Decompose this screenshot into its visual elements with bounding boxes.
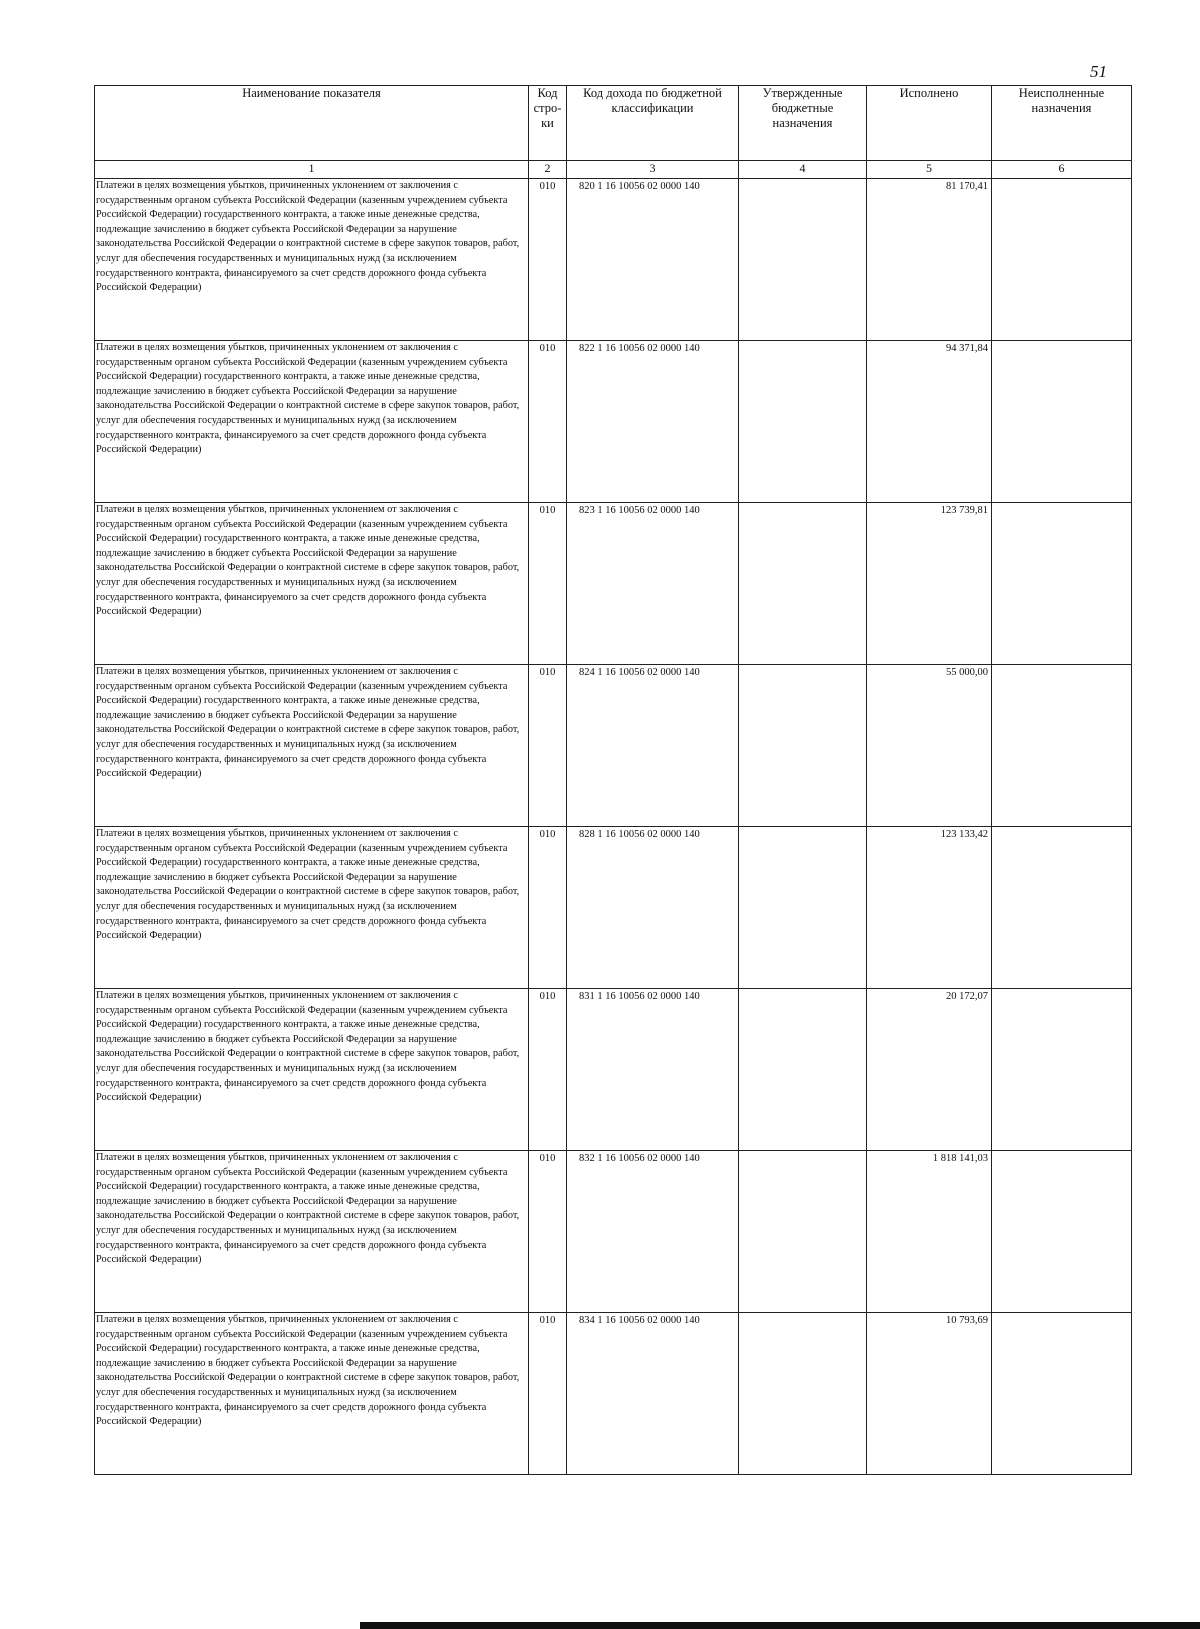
header-executed: Исполнено xyxy=(867,86,992,161)
row-income-code: 831 1 16 10056 02 0000 140 xyxy=(567,989,739,1151)
row-name: Платежи в целях возмещения убытков, причиненных уклонением от заключения с государственным органом субъекта Российской Федерации (казенным учреждением субъекта Российской Федерации) государственного контракта, а также иные денежные средства, подлежащие зачислению в бюджет субъекта Российской Федерации за нарушение законодательства Российской Федерации о контрактной системе в сфере закупок товаров, работ, услуг для обеспечения государственных и муниципальных нужд (за исключением государственного контракта, финансируемого за счет средств дорожного фонда субъекта Российской Федерации) xyxy=(95,989,529,1151)
row-unexecuted xyxy=(992,989,1132,1151)
budget-execution-table xyxy=(94,85,1132,1475)
row-approved xyxy=(739,503,867,665)
column-number: 3 xyxy=(567,161,739,179)
row-income-code: 824 1 16 10056 02 0000 140 xyxy=(567,665,739,827)
table-row xyxy=(95,179,1132,341)
row-income-code: 828 1 16 10056 02 0000 140 xyxy=(567,827,739,989)
row-name: Платежи в целях возмещения убытков, причиненных уклонением от заключения с государственным органом субъекта Российской Федерации (казенным учреждением субъекта Российской Федерации) государственного контракта, а также иные денежные средства, подлежащие зачислению в бюджет субъекта Российской Федерации за нарушение законодательства Российской Федерации о контрактной системе в сфере закупок товаров, работ, услуг для обеспечения государственных и муниципальных нужд (за исключением государственного контракта, финансируемого за счет средств дорожного фонда субъекта Российской Федерации) xyxy=(95,827,529,989)
row-name: Платежи в целях возмещения убытков, причиненных уклонением от заключения с государственным органом субъекта Российской Федерации (казенным учреждением субъекта Российской Федерации) государственного контракта, а также иные денежные средства, подлежащие зачислению в бюджет субъекта Российской Федерации за нарушение законодательства Российской Федерации о контрактной системе в сфере закупок товаров, работ, услуг для обеспечения государственных и муниципальных нужд (за исключением государственного контракта, финансируемого за счет средств дорожного фонда субъекта Российской Федерации) xyxy=(95,665,529,827)
row-line-code: 010 xyxy=(529,1313,567,1475)
row-executed: 20 172,07 xyxy=(867,989,992,1151)
row-approved xyxy=(739,989,867,1151)
column-number: 4 xyxy=(739,161,867,179)
row-line-code: 010 xyxy=(529,503,567,665)
row-line-code: 010 xyxy=(529,179,567,341)
row-approved xyxy=(739,341,867,503)
column-number: 6 xyxy=(992,161,1132,179)
row-line-code: 010 xyxy=(529,1151,567,1313)
row-name: Платежи в целях возмещения убытков, причиненных уклонением от заключения с государственным органом субъекта Российской Федерации (казенным учреждением субъекта Российской Федерации) государственного контракта, а также иные денежные средства, подлежащие зачислению в бюджет субъекта Российской Федерации за нарушение законодательства Российской Федерации о контрактной системе в сфере закупок товаров, работ, услуг для обеспечения государственных и муниципальных нужд (за исключением государственного контракта, финансируемого за счет средств дорожного фонда субъекта Российской Федерации) xyxy=(95,179,529,341)
row-line-code: 010 xyxy=(529,989,567,1151)
row-unexecuted xyxy=(992,503,1132,665)
row-unexecuted xyxy=(992,1313,1132,1475)
row-approved xyxy=(739,1313,867,1475)
table-row xyxy=(95,665,1132,827)
row-income-code: 823 1 16 10056 02 0000 140 xyxy=(567,503,739,665)
row-income-code: 822 1 16 10056 02 0000 140 xyxy=(567,341,739,503)
header-approved: Утвержденные бюджетные назначения xyxy=(739,86,867,161)
page-number: 51 xyxy=(1090,62,1107,81)
row-income-code: 832 1 16 10056 02 0000 140 xyxy=(567,1151,739,1313)
table-row xyxy=(95,1313,1132,1475)
column-number: 2 xyxy=(529,161,567,179)
row-name: Платежи в целях возмещения убытков, причиненных уклонением от заключения с государственным органом субъекта Российской Федерации (казенным учреждением субъекта Российской Федерации) государственного контракта, а также иные денежные средства, подлежащие зачислению в бюджет субъекта Российской Федерации за нарушение законодательства Российской Федерации о контрактной системе в сфере закупок товаров, работ, услуг для обеспечения государственных и муниципальных нужд (за исключением государственного контракта, финансируемого за счет средств дорожного фонда субъекта Российской Федерации) xyxy=(95,1313,529,1475)
row-executed: 10 793,69 xyxy=(867,1313,992,1475)
row-executed: 94 371,84 xyxy=(867,341,992,503)
row-line-code: 010 xyxy=(529,341,567,503)
row-unexecuted xyxy=(992,827,1132,989)
row-approved xyxy=(739,827,867,989)
column-number-row xyxy=(95,161,1132,179)
row-line-code: 010 xyxy=(529,665,567,827)
row-executed: 55 000,00 xyxy=(867,665,992,827)
row-approved xyxy=(739,179,867,341)
row-unexecuted xyxy=(992,179,1132,341)
header-line-code: Код стро-ки xyxy=(529,86,567,161)
row-name: Платежи в целях возмещения убытков, причиненных уклонением от заключения с государственным органом субъекта Российской Федерации (казенным учреждением субъекта Российской Федерации) государственного контракта, а также иные денежные средства, подлежащие зачислению в бюджет субъекта Российской Федерации за нарушение законодательства Российской Федерации о контрактной системе в сфере закупок товаров, работ, услуг для обеспечения государственных и муниципальных нужд (за исключением государственного контракта, финансируемого за счет средств дорожного фонда субъекта Российской Федерации) xyxy=(95,1151,529,1313)
row-name: Платежи в целях возмещения убытков, причиненных уклонением от заключения с государственным органом субъекта Российской Федерации (казенным учреждением субъекта Российской Федерации) государственного контракта, а также иные денежные средства, подлежащие зачислению в бюджет субъекта Российской Федерации за нарушение законодательства Российской Федерации о контрактной системе в сфере закупок товаров, работ, услуг для обеспечения государственных и муниципальных нужд (за исключением государственного контракта, финансируемого за счет средств дорожного фонда субъекта Российской Федерации) xyxy=(95,341,529,503)
header-name: Наименование показателя xyxy=(95,86,529,161)
table-row xyxy=(95,827,1132,989)
scan-edge-bar xyxy=(360,1622,1200,1629)
header-income-code: Код дохода по бюджетной классификации xyxy=(567,86,739,161)
row-executed: 123 133,42 xyxy=(867,827,992,989)
header-unexecuted: Неисполненные назначения xyxy=(992,86,1132,161)
table-row xyxy=(95,341,1132,503)
row-unexecuted xyxy=(992,1151,1132,1313)
row-approved xyxy=(739,1151,867,1313)
row-name: Платежи в целях возмещения убытков, причиненных уклонением от заключения с государственным органом субъекта Российской Федерации (казенным учреждением субъекта Российской Федерации) государственного контракта, а также иные денежные средства, подлежащие зачислению в бюджет субъекта Российской Федерации за нарушение законодательства Российской Федерации о контрактной системе в сфере закупок товаров, работ, услуг для обеспечения государственных и муниципальных нужд (за исключением государственного контракта, финансируемого за счет средств дорожного фонда субъекта Российской Федерации) xyxy=(95,503,529,665)
row-executed: 81 170,41 xyxy=(867,179,992,341)
row-income-code: 834 1 16 10056 02 0000 140 xyxy=(567,1313,739,1475)
column-number: 5 xyxy=(867,161,992,179)
row-unexecuted xyxy=(992,665,1132,827)
row-line-code: 010 xyxy=(529,827,567,989)
table-row xyxy=(95,1151,1132,1313)
row-executed: 1 818 141,03 xyxy=(867,1151,992,1313)
row-income-code: 820 1 16 10056 02 0000 140 xyxy=(567,179,739,341)
table-row xyxy=(95,503,1132,665)
row-approved xyxy=(739,665,867,827)
row-executed: 123 739,81 xyxy=(867,503,992,665)
column-number: 1 xyxy=(95,161,529,179)
row-unexecuted xyxy=(992,341,1132,503)
table-header-row xyxy=(95,86,1132,161)
table-row xyxy=(95,989,1132,1151)
